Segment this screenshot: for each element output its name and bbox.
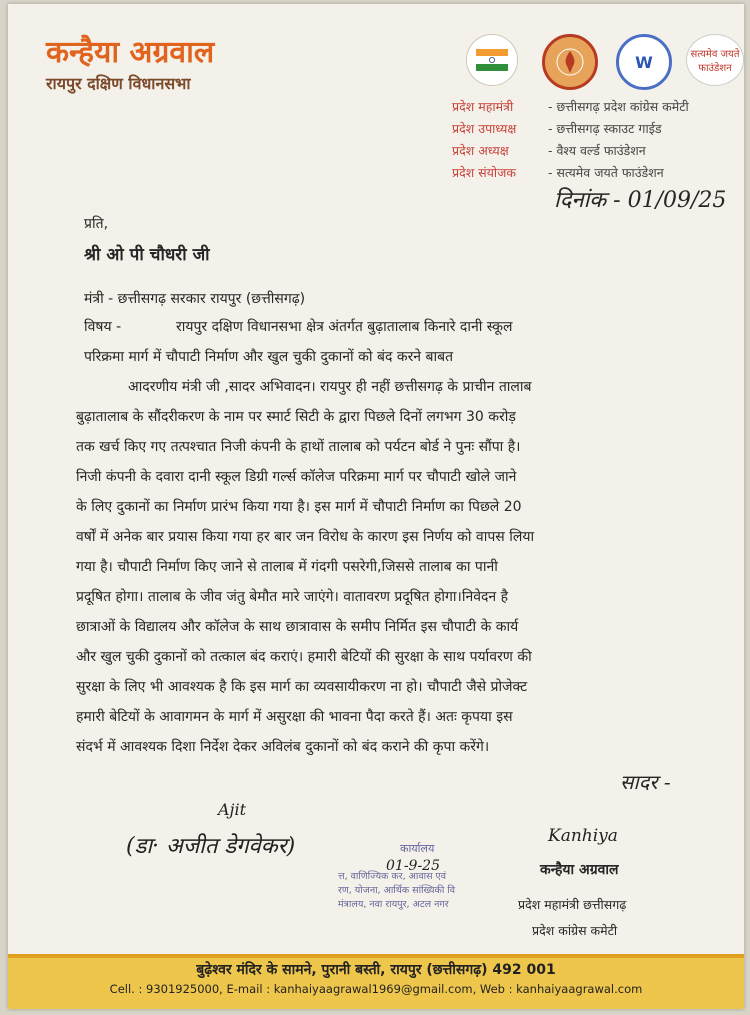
stamp-line: त्त, वाणिज्यिक कर, आवास एवं	[338, 871, 447, 882]
recipient-name: श्री ओ पी चौधरी जी	[84, 245, 210, 265]
closing-saadar: सादर -	[620, 770, 671, 794]
body-line: छात्राओं के विद्यालय और कॉलेज के साथ छात्रावास के समीप निर्मित इस चौपाटी के कार्य	[76, 619, 519, 635]
post-title: प्रदेश उपाध्यक्ष	[452, 121, 517, 136]
letter-date: दिनांक - 01/09/25	[554, 188, 727, 213]
sender-org: प्रदेश कांग्रेस कमेटी	[532, 923, 618, 938]
post-row	[452, 118, 689, 140]
body-line: संदर्भ में आवश्यक दिशा निर्देश देकर अविलंब दुकानों को बंद कराने की कृपा करेंगे।	[76, 739, 490, 755]
body-line: प्रदूषित होगा। तालाब के जीव जंतु बेमौत मारे जाएंगे। वातावरण प्रदूषित होगा।निवेदन है	[76, 589, 509, 605]
subject-label: विषय -	[84, 319, 122, 335]
body-line: गया है। चौपाटी निर्माण किए जाने से तालाब में गंदगी पसरेगी,जिससे तालाब का पानी	[76, 559, 498, 575]
post-title: प्रदेश महामंत्री	[452, 99, 514, 114]
post-org: - सत्यमेव जयते फाउंडेशन	[547, 165, 664, 180]
vaishya-logo-letter: W	[635, 52, 653, 72]
body-line: बुढ़ातालाब के सौंदरीकरण के नाम पर स्मार्ट सिटी के द्वारा पिछले दिनों लगभग 30 करोड़	[76, 409, 516, 425]
post-list	[452, 96, 689, 184]
office-stamp	[338, 842, 518, 918]
stamp-line: रण, योजना, आर्थिक सांख्यिकी वि	[338, 885, 456, 896]
subject-line: परिक्रमा मार्ग में चौपाटी निर्माण और खुल चुकी दुकानों को बंद करने बाबत	[84, 349, 454, 365]
post-row	[452, 96, 689, 118]
satyamev-jayate-foundation-logo-icon	[686, 34, 744, 86]
left-signature-name: (डा· अजीत डेगवेकर)	[126, 834, 296, 859]
body-line: निजी कंपनी के दवारा दानी स्कूल डिग्री गर्ल्स कॉलेज परिक्रमा मार्ग पर चौपाटी खोले जाने	[76, 469, 517, 485]
stamp-line: कार्यालय	[400, 842, 435, 855]
post-row	[452, 162, 689, 184]
body-line: के लिए दुकानों का निर्माण प्रारंभ किया गया है। इस मार्ग में चौपाटी निर्माण का पिछले 20	[76, 499, 522, 515]
sender-name: कन्हैया अग्रवाल	[540, 862, 619, 878]
post-org: - छत्तीसगढ़ प्रदेश कांग्रेस कमेटी	[547, 99, 689, 114]
satyamev-logo-label: सत्यमेव जयते फाउंडेशन	[690, 49, 740, 74]
body-line: तक खर्च किए गए तत्पश्चात निजी कंपनी के हाथों तालाब को पर्यटन बोर्ड ने पुनः सौंपा है।	[76, 439, 521, 455]
vaishya-world-foundation-logo-icon	[616, 34, 672, 90]
stamp-handwritten-date: 01-9-25	[386, 858, 440, 874]
post-org: - वैश्य वर्ल्ड फाउंडेशन	[547, 143, 646, 158]
letterhead-constituency: रायपुर दक्षिण विधानसभा	[46, 74, 191, 93]
stamp-line: मंत्रालय, नवा रायपुर, अटल नगर	[338, 899, 449, 910]
post-title: प्रदेश संयोजक	[452, 165, 517, 180]
body-line: हमारी बेटियों के आवागमन के मार्ग में असुरक्षा की भावना पैदा करते हैं। अतः कृपया इस	[76, 709, 513, 725]
letterhead-name: कन्हैया अग्रवाल	[46, 35, 215, 70]
letterhead-footer	[8, 954, 744, 1009]
body-line: और खुल चुकी दुकानों को तत्काल बंद कराएं। हमारी बेटियों की सुरक्षा के साथ पर्यावरण की	[76, 649, 532, 665]
footer-band	[8, 954, 744, 958]
post-org: - छत्तीसगढ़ स्काउट गाईड	[547, 121, 662, 136]
logo-strip	[458, 28, 744, 88]
right-signature-mark: Kanhiya	[548, 826, 618, 846]
footer-address: बुढ़ेश्वर मंदिर के सामने, पुरानी बस्ती, रायपुर (छत्तीसगढ़) 492 001	[196, 962, 556, 978]
national-flag-emblem-icon	[466, 34, 518, 86]
letter-page	[8, 4, 744, 1009]
scout-guide-emblem-icon	[542, 34, 598, 90]
post-row	[452, 140, 689, 162]
body-line: आदरणीय मंत्री जी ,सादर अभिवादन। रायपुर ही नहीं छत्तीसगढ़ के प्राचीन तालाब	[128, 379, 532, 395]
body-line: वर्षों में अनेक बार प्रयास किया गया हर बार जन विरोध के कारण इस निर्णय को वापस लिया	[76, 529, 535, 545]
prati-label: प्रति,	[84, 216, 109, 232]
subject-line: रायपुर दक्षिण विधानसभा क्षेत्र अंतर्गत बुढ़ातालाब किनारे दानी स्कूल	[176, 319, 513, 335]
sender-post: प्रदेश महामंत्री छत्तीसगढ़	[518, 897, 627, 912]
post-title: प्रदेश अध्यक्ष	[452, 143, 509, 158]
recipient-designation: मंत्री - छत्तीसगढ़ सरकार रायपुर (छत्तीसगढ़)	[84, 291, 306, 307]
footer-contact: Cell. : 9301925000, E-mail : kanhaiyaagrawal1969@gmail.com, Web : kanhaiyaagrawal.com	[109, 982, 643, 996]
body-line: सुरक्षा के लिए भी आवश्यक है कि इस मार्ग का व्यवसायीकरण ना हो। चौपाटी जैसे प्रोजेक्ट	[76, 679, 528, 695]
left-signature-mark: Ajit	[218, 800, 247, 819]
